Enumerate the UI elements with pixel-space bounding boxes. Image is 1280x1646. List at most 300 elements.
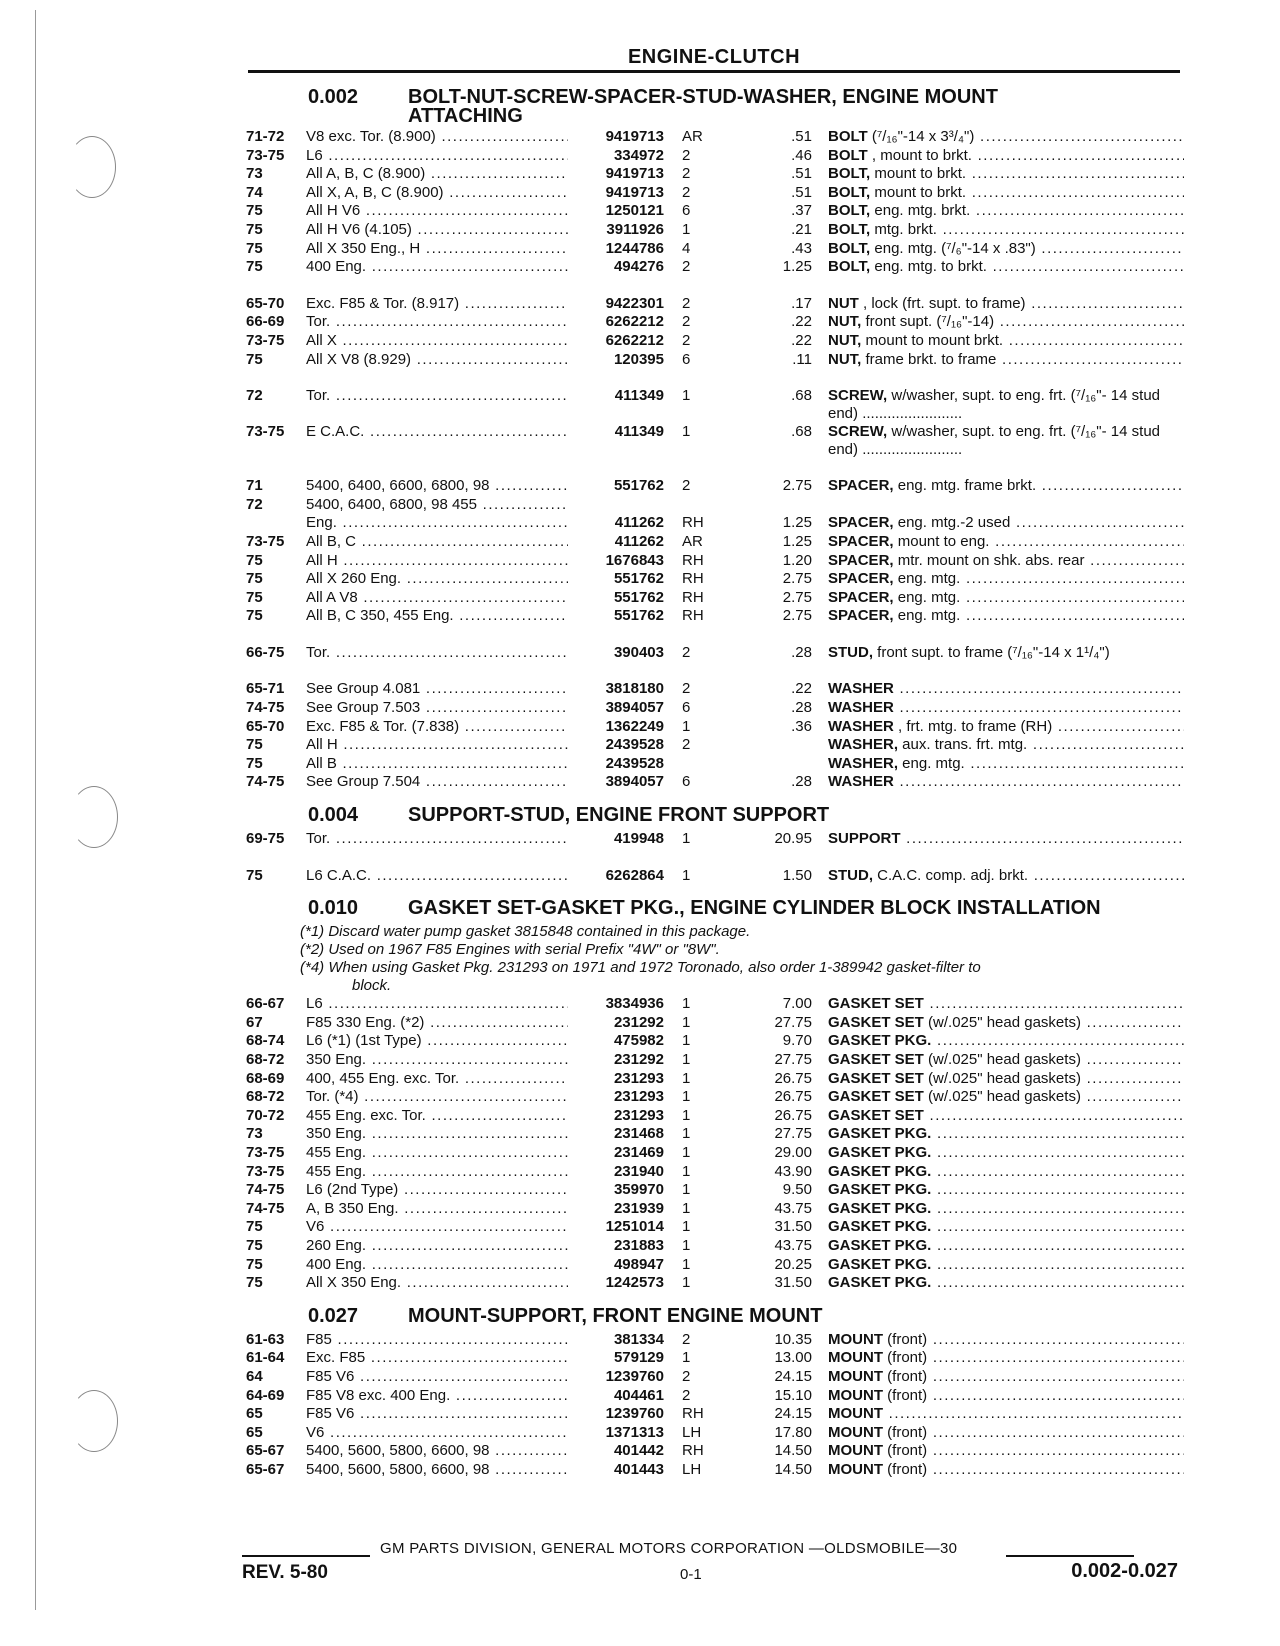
part-number: 411349	[614, 423, 664, 441]
part-number: 551762	[613, 477, 664, 495]
part-name: BOLT	[828, 146, 868, 164]
section-number: 0.010	[308, 897, 359, 920]
model-description: 455 Eng. exc. Tor. .....	[306, 1107, 568, 1126]
binder-margin-line	[35, 10, 36, 1610]
part-row	[246, 387, 1186, 423]
list-price: 1.25	[782, 514, 812, 532]
part-detail: front supt. (⁷/₁₆"-14)	[861, 313, 995, 331]
model-years: 66-69	[246, 313, 285, 331]
list-price: .28	[791, 643, 812, 661]
part-name: MOUNT	[828, 1330, 883, 1348]
part-number: 1250121	[605, 202, 664, 220]
list-price: 27.75	[774, 1013, 812, 1031]
part-description	[828, 1144, 1184, 1163]
model-years: 61-64	[246, 1349, 285, 1367]
part-number: 9419713	[605, 183, 664, 201]
part-row	[246, 313, 1186, 332]
model-description: L6 .....	[306, 995, 568, 1014]
model-years: 73-75	[246, 331, 285, 349]
model-years: 75	[246, 239, 263, 257]
list-price: .36	[791, 717, 812, 735]
quantity: 6	[682, 773, 691, 791]
model-description: 400 Eng. .....	[306, 258, 568, 277]
model-description: All X .....	[306, 332, 568, 351]
footer-rule-right	[1006, 1555, 1134, 1557]
model-years: 75	[246, 1218, 263, 1236]
list-price: 9.50	[782, 1181, 812, 1199]
part-row	[246, 680, 1186, 699]
part-number: 334972	[613, 146, 664, 164]
quantity: 4	[682, 239, 691, 257]
part-description	[828, 1032, 1184, 1051]
part-name: GASKET SET	[828, 1069, 924, 1087]
part-name: NUT,	[828, 313, 862, 331]
model-description: F85 V6 .....	[306, 1405, 568, 1424]
list-price: 29.00	[774, 1143, 812, 1161]
part-description	[828, 1442, 1184, 1461]
part-description	[828, 1200, 1184, 1219]
model-years: 74-75	[246, 1181, 285, 1199]
quantity: 1	[682, 387, 691, 405]
model-years: 65	[246, 1423, 263, 1441]
part-name: BOLT,	[828, 239, 871, 257]
part-name: MOUNT	[828, 1423, 883, 1441]
part-name: WASHER,	[828, 736, 899, 754]
part-number: 551762	[613, 588, 664, 606]
part-description	[828, 1349, 1184, 1368]
part-name: SCREW,	[828, 423, 888, 441]
model-years: 65-70	[246, 294, 285, 312]
quantity: 1	[682, 1013, 691, 1031]
model-description: A, B 350 Eng. .....	[306, 1200, 568, 1219]
list-price: 43.75	[774, 1199, 812, 1217]
part-detail: , lock (frt. supt. to frame)	[858, 294, 1026, 312]
part-row	[246, 1349, 1186, 1368]
quantity: 6	[682, 699, 691, 717]
part-number: 1244786	[605, 239, 664, 257]
model-description: See Group 4.081 .....	[306, 680, 568, 699]
quantity: 1	[682, 423, 691, 441]
section-title-line: BOLT-NUT-SCREW-SPACER-STUD-WASHER, ENGINE MOUNT	[408, 86, 998, 108]
part-detail: mount to mount brkt.	[861, 331, 1004, 349]
part-name: SPACER,	[828, 532, 894, 550]
model-years: 75	[246, 866, 263, 884]
part-name: GASKET PKG.	[828, 1181, 932, 1199]
part-detail: w/washer, supt. to eng. frt. (⁷/₁₆"- 14 stud end) ........................	[828, 387, 1160, 423]
model-description: See Group 7.503 .....	[306, 699, 568, 718]
list-price: 2.75	[782, 588, 812, 606]
model-years: 75	[246, 570, 263, 588]
part-number: 1239760	[605, 1367, 664, 1385]
list-price: 1.20	[782, 551, 812, 569]
quantity: 2	[682, 1330, 691, 1348]
part-name: WASHER	[828, 717, 894, 735]
part-number: 1676843	[605, 551, 664, 569]
list-price: 1.50	[782, 866, 812, 884]
list-price: 1.25	[782, 532, 812, 550]
part-detail: (w/.025" head gaskets)	[923, 1051, 1081, 1068]
part-description	[828, 830, 1184, 849]
part-detail: eng. mtg. (⁷/₆"-14 x .83")	[870, 239, 1036, 257]
quantity: 2	[682, 331, 691, 349]
part-description	[828, 867, 1184, 886]
part-description	[828, 1274, 1184, 1293]
part-row	[246, 867, 1186, 886]
model-years: 64-69	[246, 1386, 285, 1404]
quantity: 1	[682, 1181, 691, 1199]
model-description: F85 V8 exc. 400 Eng. .....	[306, 1387, 568, 1406]
list-price: .22	[791, 313, 812, 331]
part-detail: eng. mtg.	[893, 588, 961, 606]
quantity: 1	[682, 1255, 691, 1273]
quantity: RH	[682, 514, 704, 532]
footnote: (*2) Used on 1967 F85 Engines with serial Prefix "4W" or "8W".	[300, 941, 720, 959]
part-description	[828, 773, 1184, 792]
quantity: 1	[682, 1218, 691, 1236]
model-description: 400, 455 Eng. exc. Tor. .....	[306, 1070, 568, 1089]
quantity: 1	[682, 220, 691, 238]
list-price: .51	[791, 165, 812, 183]
part-description	[828, 514, 1184, 533]
part-row	[246, 552, 1186, 571]
part-row	[246, 1368, 1186, 1387]
part-number: 551762	[613, 570, 664, 588]
model-years: 68-72	[246, 1051, 285, 1068]
quantity: 1	[682, 1106, 691, 1124]
model-description: Exc. F85 .....	[306, 1349, 568, 1368]
model-description: Tor. (*4) .....	[306, 1088, 568, 1107]
part-name: SPACER,	[828, 477, 894, 495]
list-price: 13.00	[774, 1349, 812, 1367]
part-row	[246, 1331, 1186, 1350]
model-years: 72	[246, 495, 263, 513]
model-years: 74-75	[246, 1199, 285, 1217]
part-number: 3894057	[605, 773, 664, 791]
quantity: 2	[682, 183, 691, 201]
model-years: 68-69	[246, 1069, 285, 1087]
quantity: 1	[682, 1051, 691, 1068]
part-number: 6262212	[605, 331, 664, 349]
part-description	[828, 1218, 1184, 1237]
list-price: .51	[791, 183, 812, 201]
part-row	[246, 1387, 1186, 1406]
model-years: 75	[246, 588, 263, 606]
part-row	[246, 644, 1186, 663]
list-price: 24.15	[774, 1367, 812, 1385]
part-number: 1371313	[605, 1423, 664, 1441]
part-detail: (w/.025" head gaskets)	[923, 1013, 1081, 1031]
part-number: 6262864	[605, 866, 664, 884]
model-description: V6 .....	[306, 1218, 568, 1237]
part-detail: eng. mtg. frame brkt.	[893, 477, 1037, 495]
model-years: 73-75	[246, 532, 285, 550]
model-years: 73-75	[246, 146, 285, 164]
group-spacer	[246, 849, 1186, 867]
part-detail: eng. mtg.	[893, 607, 961, 625]
part-name: MOUNT	[828, 1349, 883, 1367]
model-years: 75	[246, 220, 263, 238]
list-price: .46	[791, 146, 812, 164]
part-name: GASKET PKG.	[828, 1274, 932, 1292]
part-name: MOUNT	[828, 1367, 883, 1385]
part-detail: front supt. to frame (⁷/₁₆"-14 x 1¹/₄")	[873, 643, 1110, 661]
part-number: 411262	[614, 514, 664, 532]
part-number: 3834936	[605, 995, 664, 1013]
model-description: L6 (*1) (1st Type) .....	[306, 1032, 568, 1051]
part-detail: (front)	[883, 1330, 928, 1348]
list-price: 27.75	[774, 1125, 812, 1143]
part-name: WASHER	[828, 773, 894, 791]
part-row	[246, 240, 1186, 259]
model-description: Exc. F85 & Tor. (8.917) .....	[306, 295, 568, 314]
part-detail: mount to eng.	[893, 532, 990, 550]
model-years: 70-72	[246, 1106, 285, 1124]
part-number: 231293	[613, 1088, 664, 1106]
part-name: BOLT,	[828, 202, 871, 220]
part-description	[828, 1237, 1184, 1256]
punch-hole	[70, 1390, 118, 1452]
part-row	[246, 1014, 1186, 1033]
model-years: 75	[246, 607, 263, 625]
part-number: 6262212	[605, 313, 664, 331]
part-number: 498947	[613, 1255, 664, 1273]
page-number: 0-1	[680, 1566, 702, 1583]
part-description	[828, 755, 1184, 774]
part-number: 419948	[613, 830, 664, 848]
part-name: SPACER,	[828, 514, 894, 532]
part-row	[246, 1051, 1186, 1070]
section-title: SUPPORT-STUD, ENGINE FRONT SUPPORT	[408, 804, 830, 827]
part-description	[828, 1107, 1184, 1126]
part-row	[246, 1125, 1186, 1144]
model-description: 400 Eng. .....	[306, 1256, 568, 1275]
list-price: 43.75	[774, 1236, 812, 1254]
model-description: All A, B, C (8.900) .....	[306, 165, 568, 184]
part-row	[246, 736, 1186, 755]
part-name: BOLT,	[828, 258, 871, 276]
section-title-line: ATTACHING	[408, 105, 523, 127]
section-title: MOUNT-SUPPORT, FRONT ENGINE MOUNT	[408, 1304, 823, 1327]
part-description	[828, 221, 1184, 240]
part-name: GASKET PKG.	[828, 1236, 932, 1254]
quantity: RH	[682, 588, 704, 606]
part-detail: mtg. brkt.	[870, 220, 937, 238]
part-description	[828, 1070, 1184, 1089]
list-price: 26.75	[774, 1069, 812, 1087]
quantity: AR	[682, 532, 703, 550]
section-number: 0.027	[308, 1304, 359, 1327]
part-detail: mtr. mount on shk. abs. rear	[893, 551, 1085, 569]
group-spacer	[246, 662, 1186, 680]
quantity: 2	[682, 477, 691, 495]
part-description	[828, 351, 1184, 370]
list-price: .28	[791, 773, 812, 791]
quantity: 1	[682, 717, 691, 735]
part-number: 120395	[613, 350, 664, 368]
quantity: RH	[682, 551, 704, 569]
part-number: 231940	[613, 1162, 664, 1180]
model-description: L6 C.A.C. .....	[306, 867, 568, 886]
punch-hole	[68, 136, 116, 198]
part-row	[246, 165, 1186, 184]
part-row	[246, 995, 1186, 1014]
model-description: 5400, 6400, 6600, 6800, 98 .....	[306, 477, 568, 496]
list-price: .28	[791, 699, 812, 717]
part-row	[246, 1107, 1186, 1126]
part-description	[828, 607, 1184, 626]
part-row	[246, 258, 1186, 277]
quantity: RH	[682, 1442, 704, 1460]
part-row	[246, 718, 1186, 737]
part-name: WASHER	[828, 699, 894, 717]
footer-publisher: GM PARTS DIVISION, GENERAL MOTORS CORPORATION —OLDSMOBILE—30	[380, 1540, 958, 1557]
part-name: MOUNT	[828, 1405, 883, 1423]
model-description: V8 exc. Tor. (8.900) .....	[306, 128, 568, 147]
quantity: 1	[682, 1032, 691, 1050]
part-row	[246, 496, 1186, 515]
model-description: All H .....	[306, 552, 568, 571]
part-number: 1251014	[605, 1218, 664, 1236]
part-description	[828, 295, 1184, 314]
model-description: All B, C 350, 455 Eng. .....	[306, 607, 568, 626]
part-row	[246, 1442, 1186, 1461]
model-years: 75	[246, 350, 263, 368]
part-number: 2439528	[605, 754, 664, 772]
list-price: .37	[791, 202, 812, 220]
list-price: .21	[791, 220, 812, 238]
model-years: 65-67	[246, 1460, 285, 1478]
quantity: AR	[682, 128, 703, 145]
model-years: 73-75	[246, 423, 285, 441]
model-description: 350 Eng. .....	[306, 1125, 568, 1144]
part-name: MOUNT	[828, 1460, 883, 1478]
model-description: All X 350 Eng. .....	[306, 1274, 568, 1293]
part-name: MOUNT	[828, 1386, 883, 1404]
model-years: 64	[246, 1367, 263, 1385]
quantity: LH	[682, 1423, 702, 1441]
model-description: All X V8 (8.929) .....	[306, 351, 568, 370]
model-description: Tor. .....	[306, 387, 568, 406]
part-name: WASHER	[828, 680, 894, 698]
part-number: 1362249	[605, 717, 664, 735]
part-name: SUPPORT	[828, 830, 901, 848]
part-description	[828, 533, 1184, 552]
model-description: 260 Eng. .....	[306, 1237, 568, 1256]
group-spacer	[246, 459, 1186, 477]
list-price: 2.75	[782, 477, 812, 495]
list-price: 27.75	[774, 1051, 812, 1068]
part-row	[246, 1163, 1186, 1182]
part-name: GASKET PKG.	[828, 1143, 932, 1161]
part-number: 231469	[613, 1143, 664, 1161]
footnote: (*1) Discard water pump gasket 3815848 contained in this package.	[300, 923, 751, 941]
part-description	[828, 1368, 1184, 1387]
model-description: See Group 7.504 .....	[306, 773, 568, 792]
list-price: .43	[791, 239, 812, 257]
part-number: 411262	[614, 532, 664, 550]
list-price: .68	[791, 423, 812, 441]
part-number: 381334	[613, 1330, 664, 1348]
part-description	[828, 570, 1184, 589]
part-number: 1239760	[605, 1405, 664, 1423]
part-row	[246, 773, 1186, 792]
part-row	[246, 755, 1186, 774]
list-price: 43.90	[774, 1162, 812, 1180]
part-name: GASKET PKG.	[828, 1162, 932, 1180]
model-description: Exc. F85 & Tor. (7.838) .....	[306, 718, 568, 737]
model-years: 65-70	[246, 717, 285, 735]
list-price: 26.75	[774, 1106, 812, 1124]
model-description: V6 .....	[306, 1424, 568, 1443]
section-number: 0.004	[308, 804, 359, 827]
quantity: 1	[682, 866, 691, 884]
quantity: LH	[682, 1460, 702, 1478]
part-detail: mount to brkt.	[870, 165, 967, 183]
list-price: 20.95	[774, 830, 812, 848]
part-detail: (front)	[883, 1367, 928, 1385]
part-number: 9419713	[605, 128, 664, 145]
quantity: 1	[682, 1162, 691, 1180]
model-years: 75	[246, 1255, 263, 1273]
part-row	[246, 221, 1186, 240]
model-years: 75	[246, 258, 263, 276]
part-name: GASKET SET	[828, 1013, 924, 1031]
part-name: SPACER,	[828, 607, 894, 625]
part-row	[246, 1424, 1186, 1443]
part-detail: (w/.025" head gaskets)	[923, 1069, 1081, 1087]
part-name: SCREW,	[828, 387, 888, 405]
part-row	[246, 351, 1186, 370]
part-row	[246, 570, 1186, 589]
part-number: 231292	[613, 1051, 664, 1068]
part-detail: eng. mtg.	[898, 754, 965, 772]
model-years: 75	[246, 1274, 263, 1292]
part-name: NUT,	[828, 350, 862, 368]
model-description: 5400, 5600, 5800, 6600, 98 .....	[306, 1442, 568, 1461]
quantity: 2	[682, 165, 691, 183]
model-description: 5400, 5600, 5800, 6600, 98 .....	[306, 1461, 568, 1480]
part-row	[246, 1200, 1186, 1219]
model-years: 75	[246, 551, 263, 569]
part-row	[246, 1405, 1186, 1424]
model-years: 75	[246, 202, 263, 220]
part-number: 9422301	[605, 294, 664, 312]
list-price: 9.70	[782, 1032, 812, 1050]
model-description: 5400, 6400, 6800, 98 455 .....	[306, 496, 568, 515]
model-years: 73	[246, 165, 263, 183]
part-row	[246, 147, 1186, 166]
part-detail: , mount to brkt.	[867, 146, 972, 164]
part-number: 551762	[613, 607, 664, 625]
list-price: .68	[791, 387, 812, 405]
list-price: 2.75	[782, 607, 812, 625]
model-description: All A V8 .....	[306, 589, 568, 608]
part-name: MOUNT	[828, 1442, 883, 1460]
model-years: 65	[246, 1405, 263, 1423]
part-number: 390403	[613, 643, 664, 661]
model-description: 350 Eng. .....	[306, 1051, 568, 1070]
part-row	[246, 332, 1186, 351]
part-name: BOLT	[828, 128, 868, 145]
part-description	[828, 387, 1184, 423]
part-name: GASKET PKG.	[828, 1255, 932, 1273]
model-years: 73	[246, 1125, 263, 1143]
model-years: 74	[246, 183, 263, 201]
part-name: STUD,	[828, 866, 873, 884]
model-years: 66-75	[246, 643, 285, 661]
model-description: All H V6 (4.105) .....	[306, 221, 568, 240]
list-price: 24.15	[774, 1405, 812, 1423]
